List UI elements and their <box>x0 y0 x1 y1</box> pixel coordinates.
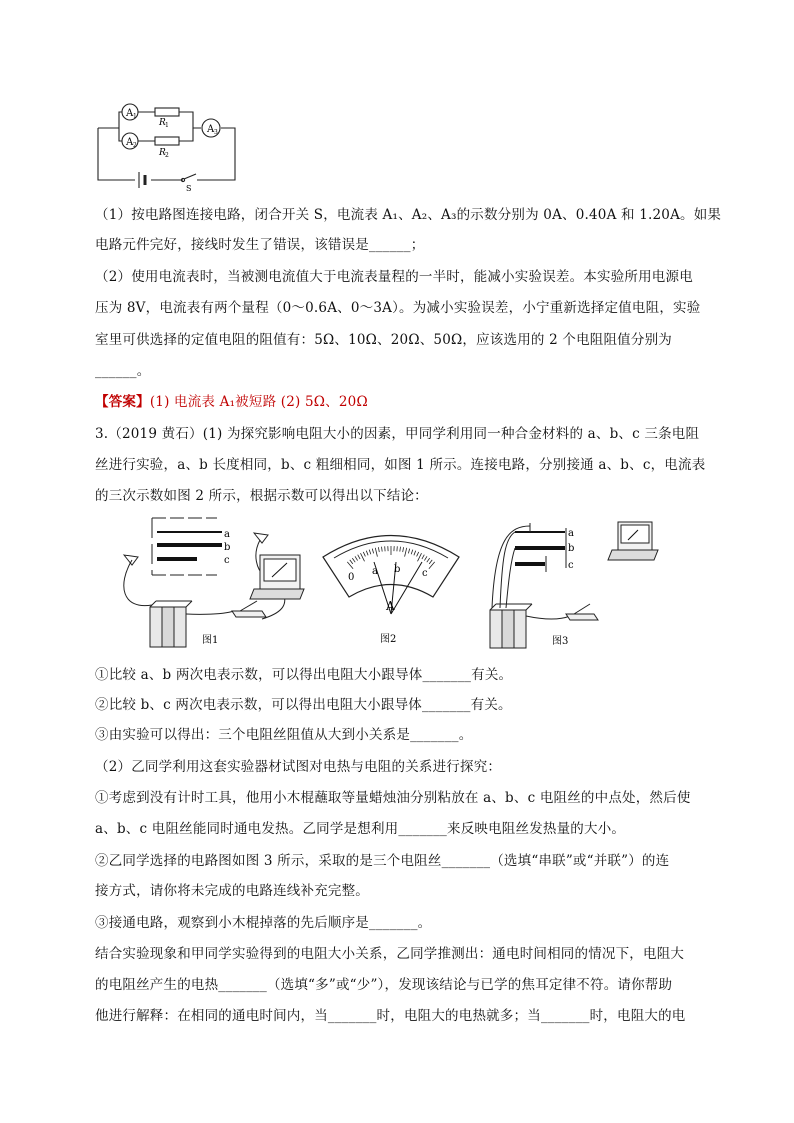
q2-part2-line4: ______。 <box>95 363 151 379</box>
switch-label: S <box>186 184 192 193</box>
ammeter-a1-sub: 1 <box>133 113 137 120</box>
fig2-needle-c-label: c <box>422 568 428 579</box>
fig1-wire-a-label: a <box>224 529 230 540</box>
figure-3-circuit-setup <box>470 518 670 653</box>
ammeter-a3-label: A <box>207 124 215 135</box>
figure-2-ammeter-dial <box>318 522 464 647</box>
q3-item3: ③由实验可以得出：三个电阻丝阻值从大到小关系是_______。 <box>95 727 473 743</box>
q2-part1-line2: 电路元件完好，接线时发生了错误，该错误是______； <box>95 237 425 253</box>
resistor-r1-sub: 1 <box>165 122 169 129</box>
q3-part2-item1-line1: ①考虑到没有计时工具，他用小木棍蘸取等量蜡烛油分别粘放在 a、b、c 电阻丝的中点处，然后使 <box>95 790 691 806</box>
fig1-caption: 图1 <box>202 635 219 646</box>
q3-conclusion-line3: 他进行解释：在相同的通电时间内，当_______时，电阻大的电热就多；当_______时，电阻大的电 <box>95 1008 686 1024</box>
q2-part2-line1: （2）使用电流表时，当被测电流值大于电流表量程的一半时，能减小实验误差。本实验所用电源电 <box>95 269 693 285</box>
fig3-wire-a-label: a <box>568 528 574 539</box>
q2-part2-line3: 室里可供选择的定值电阻的阻值有：5Ω、10Ω、20Ω、50Ω，应该选用的 2 个电阻阻值分别为 <box>95 332 672 348</box>
fig2-zero-label: 0 <box>348 572 355 583</box>
fig2-unit-label: A <box>386 599 395 613</box>
fig2-caption: 图2 <box>380 634 397 645</box>
answer-label: 【答案】 <box>95 394 150 410</box>
q3-item2: ②比较 b、c 两次电表示数，可以得出电阻大小跟导体_______有关。 <box>95 697 512 713</box>
q3-intro-line2: 丝进行实验，a、b 长度相同，b、c 粗细相同，如图 1 所示。连接电路，分别接通 a、b、c，电流表 <box>95 457 706 473</box>
q3-part2-item2-line2: 接方式，请你将未完成的电路连线补充完整。 <box>95 883 369 899</box>
fig1-wire-b-label: b <box>224 542 231 553</box>
circuit-diagram <box>95 98 240 193</box>
fig3-wire-c-label: c <box>568 560 574 571</box>
q2-part1-line1: （1）按电路图连接电路，闭合开关 S，电流表 A₁、A₂、A₃的示数分别为 0A、0.40A 和 1.20A。如果 <box>95 207 722 223</box>
q3-part2-item1-line2: a、b、c 电阻丝能同时通电发热。乙同学是想利用_______来反映电阻丝发热量的大小。 <box>95 821 626 837</box>
fig2-needle-b-label: b <box>394 564 401 575</box>
q2-answer <box>95 393 705 411</box>
q3-intro-line1: 3.（2019 黄石）(1) 为探究影响电阻大小的因素，甲同学利用同一种合金材料的 a、b、c 三条电阻 <box>95 426 700 442</box>
q3-conclusion-line1: 结合实验现象和甲同学实验得到的电阻大小关系，乙同学推测出：通电时间相同的情况下，电阻大 <box>95 946 685 962</box>
resistor-r1-label: R <box>159 118 166 128</box>
answer-text: (1) 电流表 A₁被短路 (2) 5Ω、20Ω <box>149 394 368 410</box>
q2-part2-line2: 压为 8V，电流表有两个量程（0～0.6A、0～3A）。为减小实验误差，小宁重新选择定值电阻，实验 <box>95 300 701 316</box>
fig1-wire-c-label: c <box>224 555 230 566</box>
resistor-r2-label: R <box>159 148 166 158</box>
q3-item1: ①比较 a、b 两次电表示数，可以得出电阻大小跟导体_______有关。 <box>95 667 513 683</box>
fig2-needle-a-label: a <box>372 566 378 577</box>
fig3-wire-b-label: b <box>568 543 575 554</box>
ammeter-a1-label: A <box>126 108 134 119</box>
q3-part2-heading: （2）乙同学利用这套实验器材试图对电热与电阻的关系进行探究： <box>95 759 502 775</box>
resistor-r2-sub: 2 <box>165 152 169 159</box>
ammeter-a3-sub: 3 <box>214 129 218 136</box>
ammeter-a2-label: A <box>126 137 134 148</box>
ammeter-a2-sub: 2 <box>133 142 137 149</box>
q3-intro-line3: 的三次示数如图 2 所示，根据示数可以得出以下结论： <box>95 488 428 504</box>
q3-part2-item2-line1: ②乙同学选择的电路图如图 3 所示，采取的是三个电阻丝_______（选填“串联”或“并联”）的连 <box>95 853 670 869</box>
q3-conclusion-line2: 的电阻丝产生的电热_______（选填“多”或“少”），发现该结论与已学的焦耳定律不符。请你帮助 <box>95 977 673 993</box>
fig3-caption: 图3 <box>552 636 569 647</box>
figure-1-resistance-wires <box>112 515 312 653</box>
q3-part2-item3: ③接通电路，观察到小木棍掉落的先后顺序是_______。 <box>95 915 432 931</box>
